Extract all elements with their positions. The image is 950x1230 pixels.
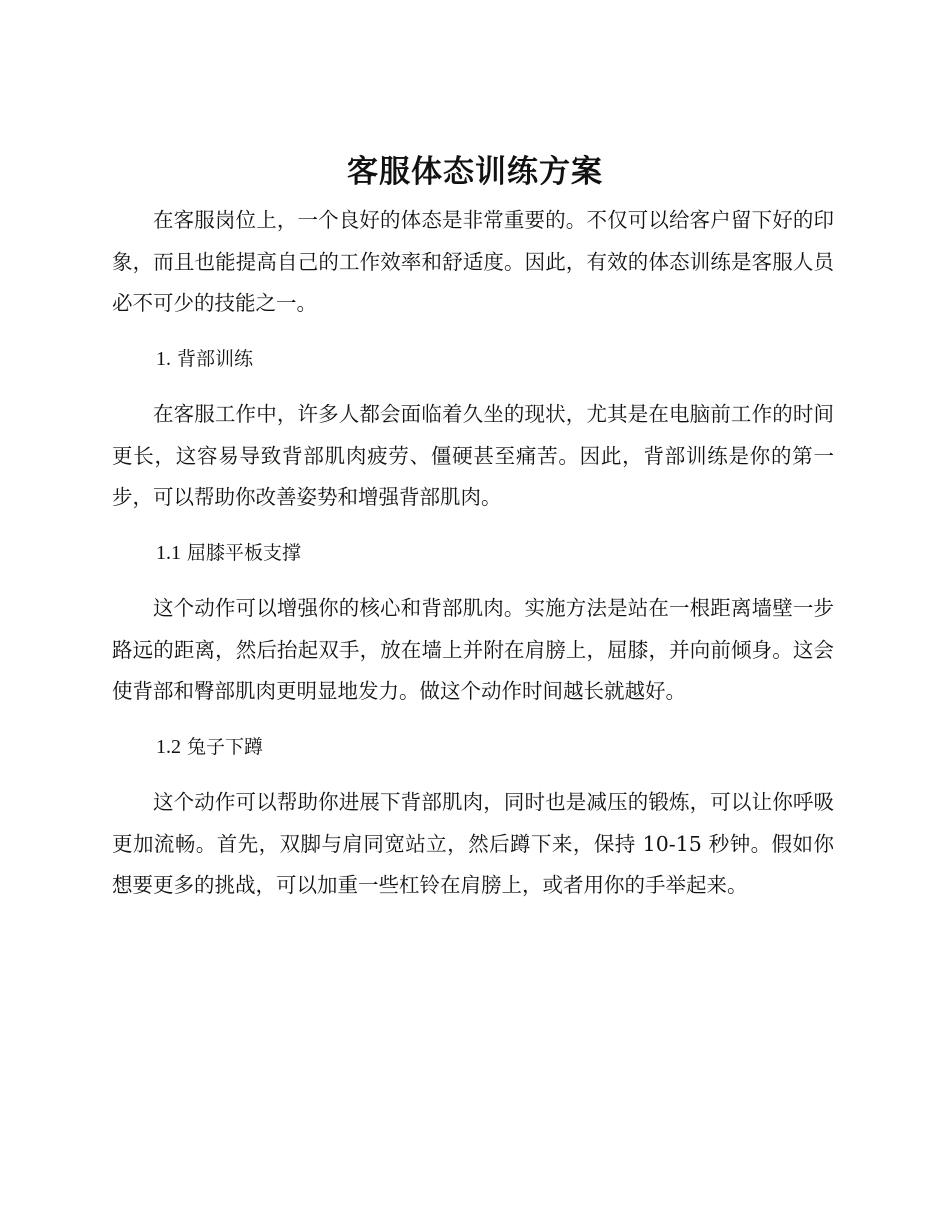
document-title: 客服体态训练方案 (347, 154, 603, 190)
section-number: 1. (156, 348, 171, 370)
section-heading-text: 背部训练 (177, 348, 254, 370)
section-number: 1.2 (156, 736, 181, 758)
section-paragraph-knee-plank: 这个动作可以增强你的核心和背部肌肉。实施方法是站在一根距离墙壁一步路远的距离，然后抬起双手，放在墙上并附在肩膀上，屈膝，并向前倾身。这会使背部和臀部肌肉更明显地发力。做这个动作时间越长就越好。 (112, 596, 834, 703)
section-heading-rabbit-squat (156, 732, 263, 762)
section-heading-back-training (156, 344, 253, 374)
section-paragraph-back-training: 在客服工作中，许多人都会面临着久坐的现状，尤其是在电脑前工作的时间更长，这容易导致背部肌肉疲劳、僵硬甚至痛苦。因此，背部训练是你的第一步，可以帮助你改善姿势和增强背部肌肉。 (112, 402, 834, 509)
section-heading-text: 兔子下蹲 (187, 736, 264, 758)
section-paragraph-rabbit-squat: 这个动作可以帮助你进展下背部肌肉，同时也是减压的锻炼，可以让你呼吸更加流畅。首先，双脚与肩同宽站立，然后蹲下来，保持 10-15 秒钟。假如你想要更多的挑战，可以加重一些杠铃在肩膀上，或者用你的手举起来。 (112, 790, 834, 897)
section-heading-text: 屈膝平板支撑 (187, 542, 302, 564)
section-heading-knee-plank (156, 538, 301, 568)
section-number: 1.1 (156, 542, 181, 564)
intro-paragraph: 在客服岗位上，一个良好的体态是非常重要的。不仅可以给客户留下好的印象，而且也能提高自己的工作效率和舒适度。因此，有效的体态训练是客服人员必不可少的技能之一。 (112, 208, 834, 315)
